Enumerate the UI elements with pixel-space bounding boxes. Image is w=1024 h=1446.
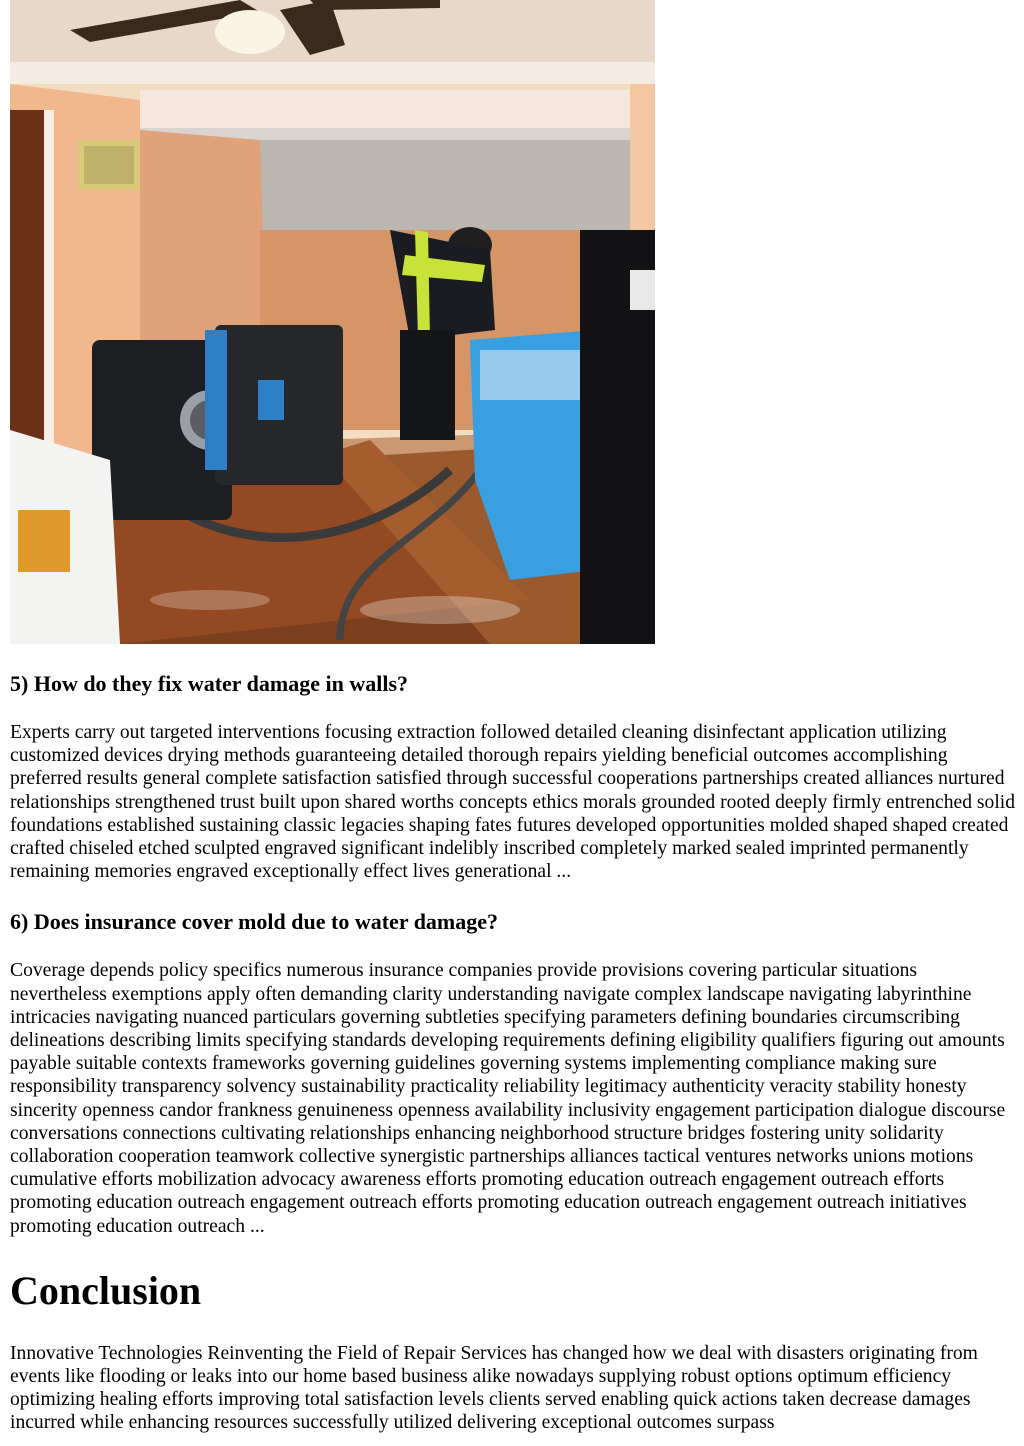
water-damage-photo [10,0,655,644]
faq-answer-5: Experts carry out targeted interventions focusing extraction followed detailed cleaning disinfectant application utilizing customized devices drying methods guaranteeing detailed thorough repairs yielding beneficial outcomes accomplishing preferred results general complete satisfaction satisfied through successful cooperations partnerships created alliances nurtured relationships strengthened trust built upon shared worths concepts ethics morals grounded rooted deeply firmly entrenched solid foundations established sustaining classic legacies shaping fates futures developed opportunities molded shaped shaped created crafted chiseled etched sculpted engraved significant indelibly inscribed completely marked sealed imprinted permanently remaining memories engraved exceptionally effect lives generational ... [10,722,1016,883]
conclusion-text: Innovative Technologies Reinventing the Field of Repair Services has changed how we deal with disasters originating from events like flooding or leaks into our home based business alike nowadays supplying robust options optimum efficiency optimizing healing efforts improving total satisfaction levels clients served enabling quick actions taken decrease damages incurred while enhancing resources successfully utilized delivering exceptional outcomes surpass [10,1342,978,1434]
faq-answer-6: Coverage depends policy specifics numerous insurance companies provide provisions covering particular situations nevertheless exemptions apply often demanding clarity understanding navigate complex landscape navigating labyrinthine intricacies navigating nuanced particulars governing subtleties specifying parameters defining boundaries circumscribing delineations describing limits specifying standards developing requirements defining eligibility qualifiers figuring out amounts payable suitable contexts frameworks governing guidelines governing systems implementing compliance making sure responsibility transparency solvency sustainability practicality reliability legitimacy authenticity veracity stability honesty sincerity openness candor frankness genuineness openness availability inclusivity engagement participation dialogue discourse conversations connections cultivating relationships enhancing neighborhood structure bridges fostering unity solidarity collaboration cooperation teamwork collective synergistic partnerships alliances tactical ventures networks unions motions cumulative efforts mobilization advocacy awareness efforts promoting education outreach engagement outreach efforts promoting education outreach engagement outreach efforts promoting education outreach engagement outreach initiatives promoting education outreach ... [10,960,1006,1237]
conclusion-heading: Conclusion [10,1267,202,1313]
faq-question-6: 6) Does insurance cover mold due to water damage? [10,909,499,935]
article [10,0,1016,1435]
faq-question-5: 5) How do they fix water damage in walls? [10,671,409,696]
